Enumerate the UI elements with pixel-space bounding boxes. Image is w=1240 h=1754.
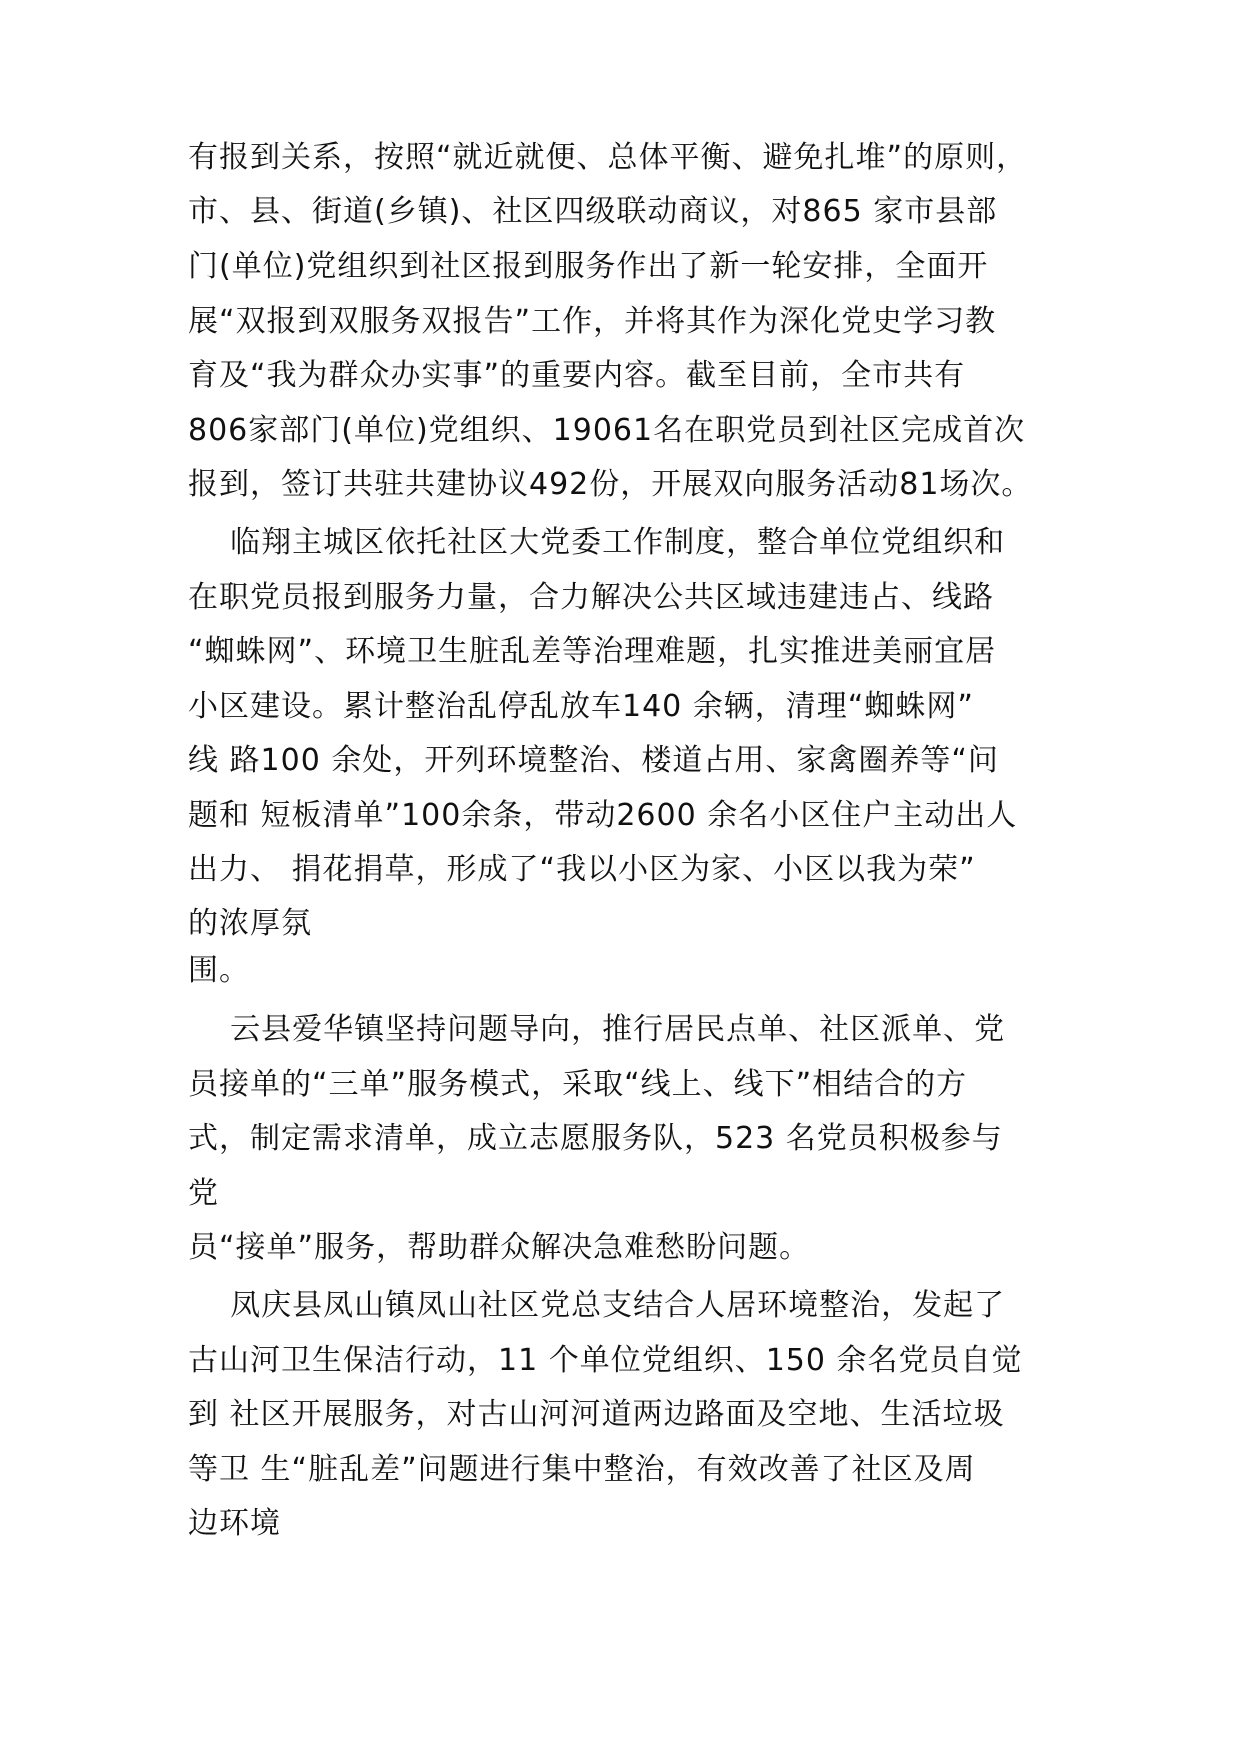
- text-line: 的浓厚氛: [188, 906, 312, 941]
- text-line: 围。: [188, 953, 250, 988]
- text-line: 出力、 捐花捐草，形成了“我以小区为家、小区以我为荣”: [188, 852, 976, 887]
- text-line: 到 社区开展服务，对古山河河道两边路面及空地、生活垃圾: [188, 1397, 1005, 1432]
- text-line: 线 路100 余处，开列环境整治、楼道占用、家禽圈养等“问: [188, 743, 999, 778]
- text-line: 员接单的“三单”服务模式，采取“线上、线下”相结合的方: [188, 1067, 968, 1102]
- text-line: 等卫 生“脏乱差”问题进行集中整治，有效改善了社区及周: [188, 1452, 976, 1487]
- text-line: 市、县、街道(乡镇)、社区四级联动商议，对865 家市县部: [188, 194, 998, 229]
- text-line: “蜘蛛网”、环境卫生脏乱差等治理难题，扎实推进美丽宜居: [188, 634, 997, 669]
- text-line: 边环境: [188, 1506, 281, 1541]
- text-line: 门(单位)党组织到社区报到服务作出了新一轮安排，全面开: [188, 249, 989, 284]
- text-line: 806家部门(单位)党组织、19061名在职党员到社区完成首次: [188, 413, 1026, 448]
- text-line: 育及“我为群众办实事”的重要内容。截至目前，全市共有: [188, 358, 966, 393]
- text-line: 报到，签订共驻共建协议492份，开展双向服务活动81场次。: [188, 467, 1033, 502]
- text-line: 展“双报到双服务双报告”工作，并将其作为深化党史学习教: [188, 304, 997, 339]
- text-line: 在职党员报到服务力量，合力解决公共区域违建违占、线路: [188, 580, 994, 615]
- text-line: 古山河卫生保洁行动，11 个单位党组织、150 余名党员自觉: [188, 1343, 1023, 1378]
- text-line: 题和 短板清单”100余条，带动2600 余名小区住户主动出人: [188, 798, 1018, 833]
- text-line: 式，制定需求清单，成立志愿服务队，523 名党员积极参与: [188, 1121, 1003, 1156]
- text-line: 凤庆县凤山镇凤山社区党总支结合人居环境整治，发起了: [188, 1288, 1006, 1323]
- text-line: 云县爱华镇坚持问题导向，推行居民点单、社区派单、党: [188, 1012, 1006, 1047]
- text-line: 临翔主城区依托社区大党委工作制度，整合单位党组织和: [188, 525, 1006, 560]
- text-line: 党: [188, 1176, 219, 1211]
- text-line: 员“接单”服务，帮助群众解决急难愁盼问题。: [188, 1230, 811, 1265]
- text-line: 有报到关系，按照“就近就便、总体平衡、避免扎堆”的原则，: [188, 140, 1028, 175]
- text-line: 小区建设。累计整治乱停乱放车140 余辆，清理“蜘蛛网”: [188, 689, 974, 724]
